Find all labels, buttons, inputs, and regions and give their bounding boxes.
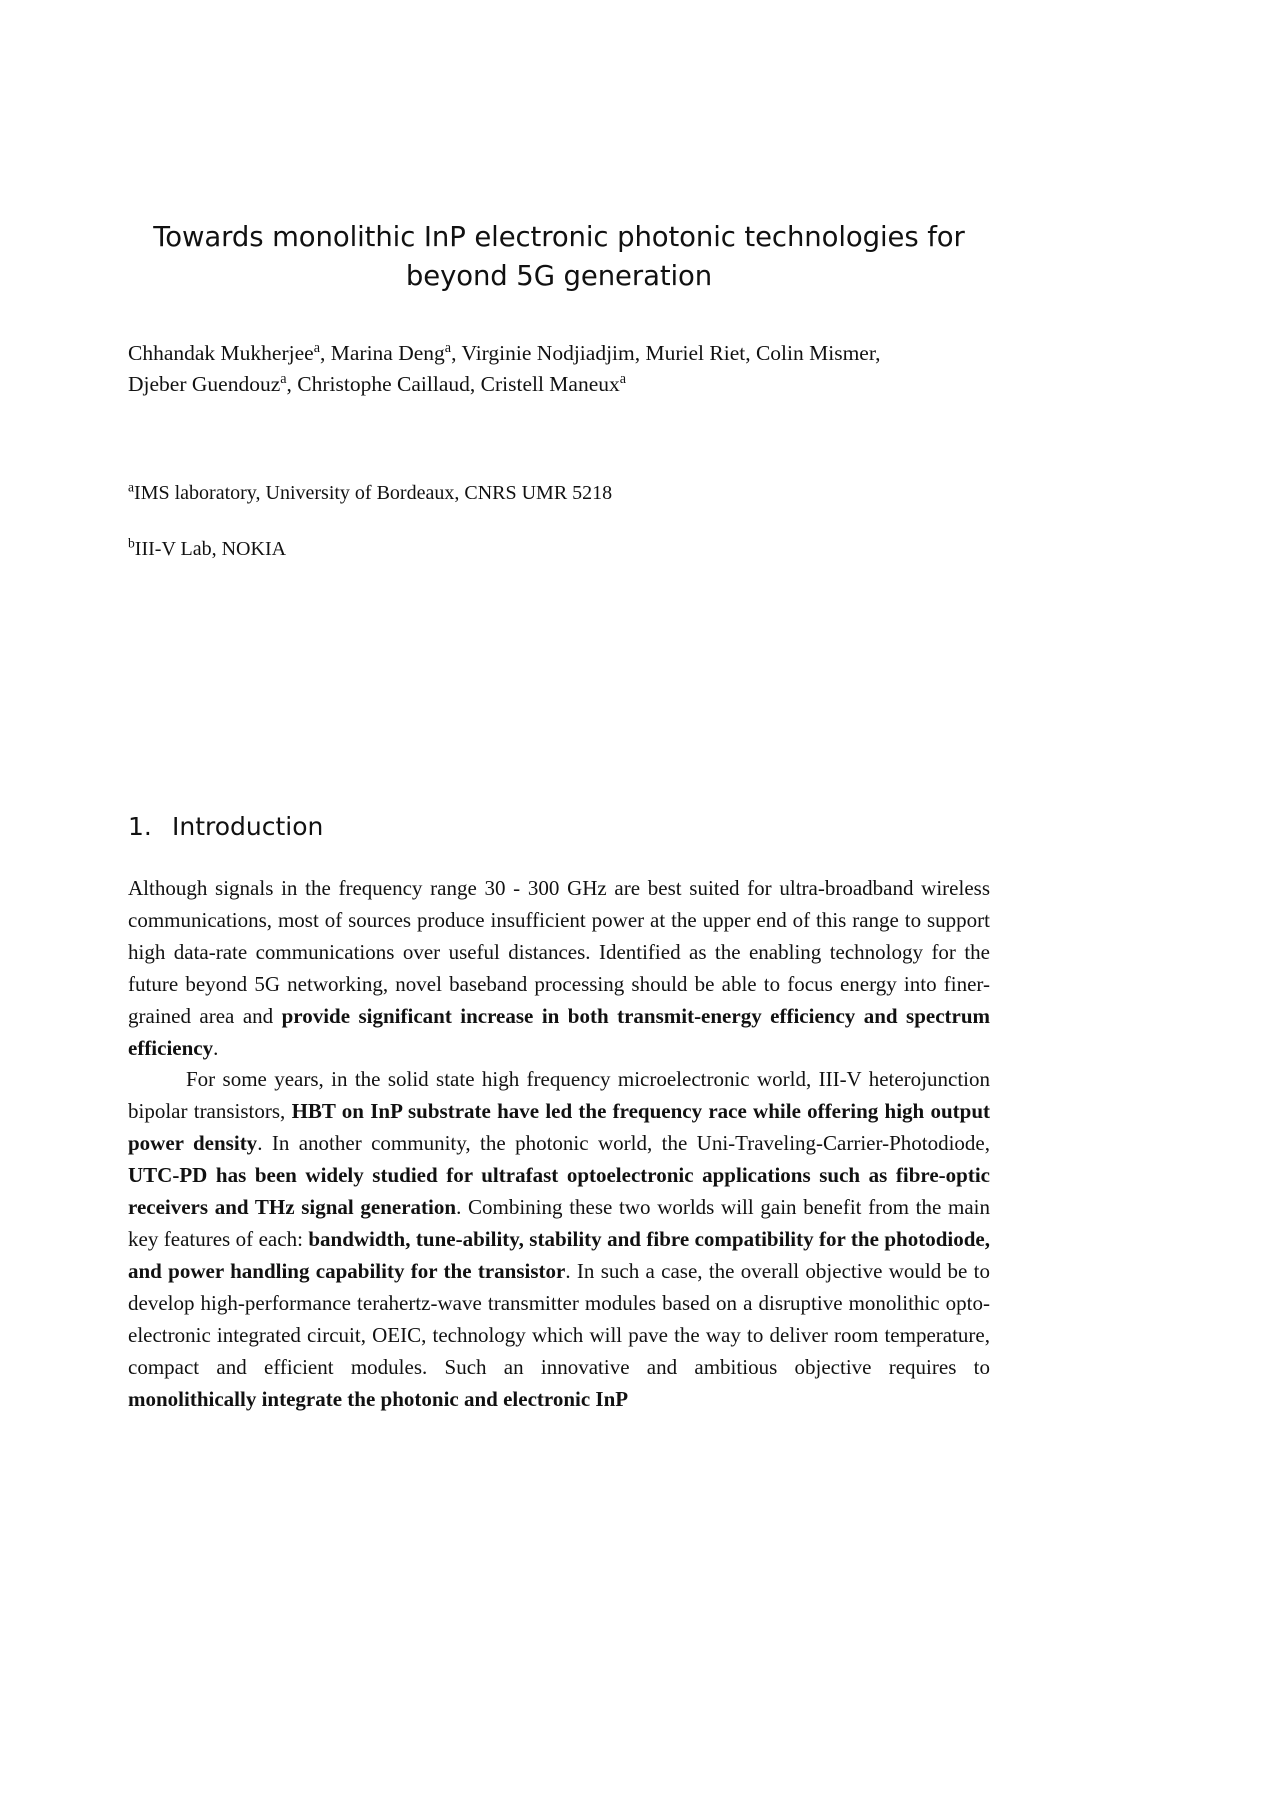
- author-name: , Christophe Caillaud, Cristell Maneux: [286, 372, 620, 397]
- emphasis-text: bandwidth, tune-ability, stability and fibre compatibility for the photodiode, and power handling capability for the transistor: [128, 1226, 990, 1283]
- author-name: , Virginie Nodjiadjim, Muriel Riet, Colin Mismer,: [451, 341, 881, 366]
- body-text: For some years, in the solid state high frequency microelectronic world, III-V heterojunction bipolar transistors,: [128, 1067, 990, 1124]
- author-affiliation-marker: a: [619, 370, 627, 387]
- author-line-1: [128, 338, 990, 369]
- affiliation-line: [128, 478, 990, 508]
- author-list: [128, 296, 990, 400]
- introduction-body: [128, 841, 990, 1415]
- page-content-column: [128, 0, 990, 1415]
- author-name: Chhandak Mukherjee: [128, 341, 314, 366]
- section-number: 1.: [128, 812, 152, 841]
- body-paragraph: [128, 873, 990, 1064]
- body-paragraph: [128, 1064, 990, 1415]
- affiliation-text: III-V Lab, NOKIA: [134, 538, 287, 560]
- affiliation-line: [128, 534, 990, 564]
- section-heading-introduction: [128, 590, 990, 841]
- emphasis-text: monolithically integrate the photonic and electronic InP: [128, 1386, 629, 1411]
- emphasis-text: UTC-PD has been widely studied for ultrafast optoelectronic applications such as fibre-optic receivers and THz signal generation: [128, 1163, 990, 1220]
- affiliation-marker: a: [128, 479, 135, 495]
- body-text: .: [213, 1035, 219, 1060]
- author-line-2: [128, 369, 990, 400]
- author-affiliation-marker: a: [280, 370, 287, 387]
- page-title: Towards monolithic InP electronic photonic technologies for beyond 5G generation: [153, 221, 965, 293]
- body-text: Although signals in the frequency range 30 - 300 GHz are best suited for ultra-broadband wireless communications, most of sources produce insufficient power at the upper end of this range to support high data-rate communications over useful distances. Identified as the enabling technology for the future beyond 5G networking, novel baseband processing should be able to focus energy into finer-grained area and: [128, 876, 990, 1028]
- affiliation-list: [128, 400, 990, 564]
- author-affiliation-marker: a: [444, 339, 452, 356]
- affiliation-text: IMS laboratory, University of Bordeaux, CNRS UMR 5218: [134, 482, 613, 504]
- emphasis-text: provide significant increase in both transmit-energy efficiency and spectrum efficiency: [128, 1003, 991, 1060]
- author-affiliation-marker: a: [313, 339, 320, 356]
- author-name: , Marina Deng: [320, 341, 445, 366]
- body-text: . Combining these two worlds will gain benefit from the main key features of each:: [128, 1195, 990, 1251]
- body-text: . In such a case, the overall objective would be to develop high-performance terahertz-wave transmitter modules based on a disruptive monolithic opto-electronic integrated circuit, OEIC, technology which will pave the way to deliver room temperature, compact and efficient modules. Such an innovative and ambitious objective requires to: [128, 1258, 990, 1379]
- affiliation-marker: b: [128, 535, 135, 551]
- emphasis-text: HBT on InP substrate have led the frequency race while offering high output power density: [128, 1099, 991, 1156]
- section-title: Introduction: [172, 812, 324, 841]
- author-name: Djeber Guendouz: [128, 372, 281, 397]
- body-text: . In another community, the photonic world, the Uni-Traveling-Carrier-Photodiode,: [257, 1131, 990, 1156]
